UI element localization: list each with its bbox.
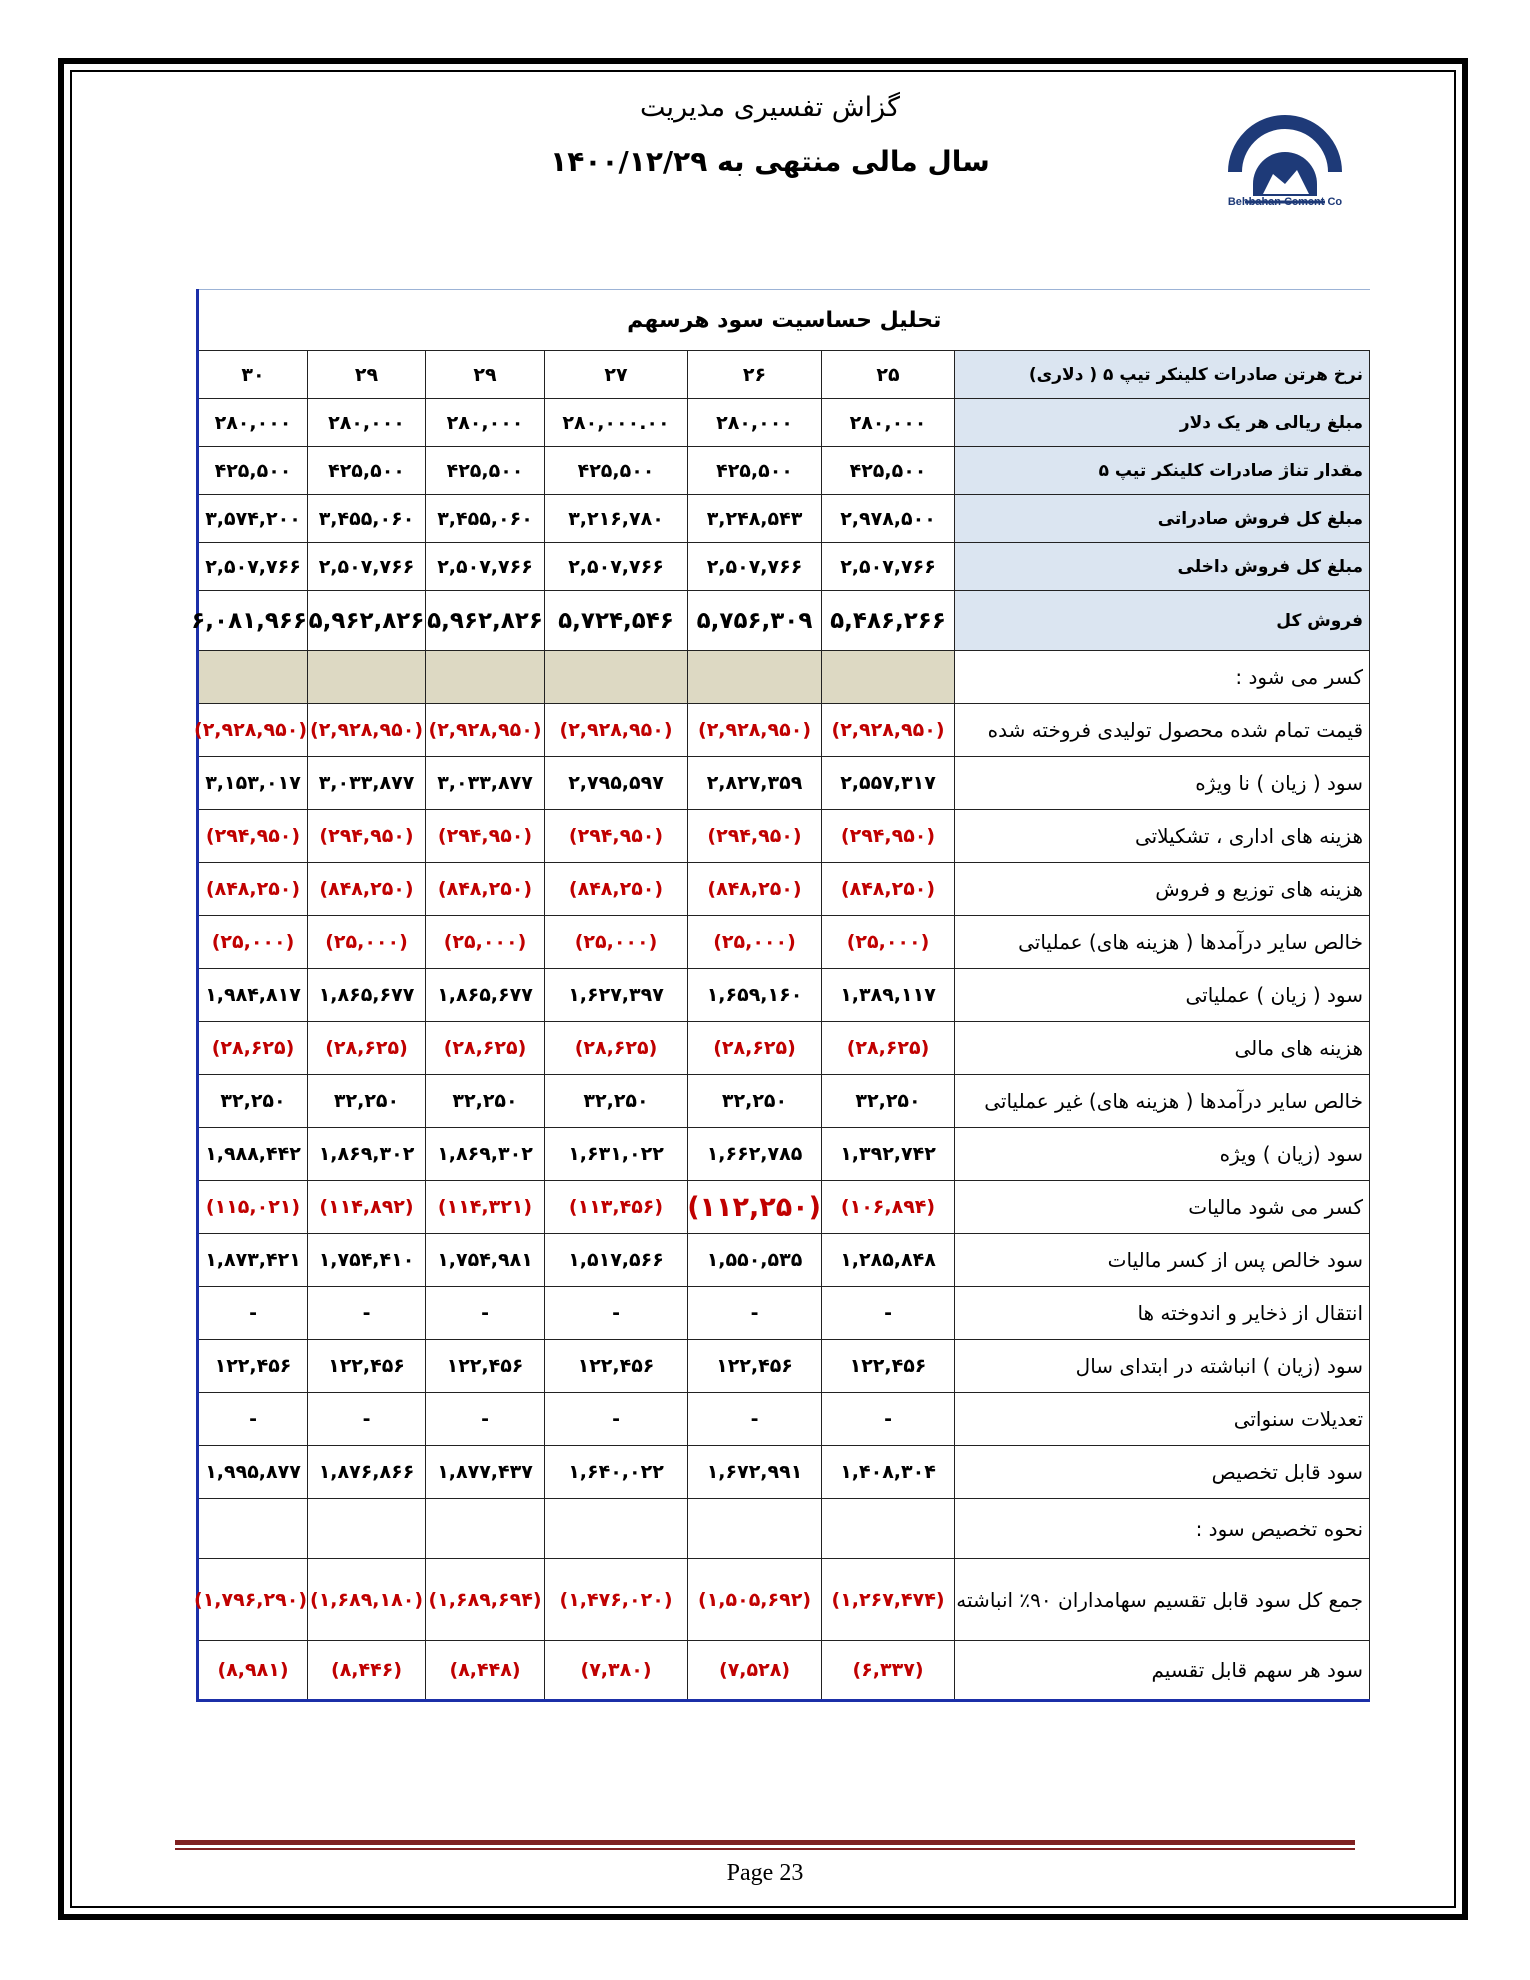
table-cell: ۱,۶۳۱,۰۲۲: [545, 1128, 688, 1181]
table-cell: ۲,۷۹۵,۵۹۷: [545, 757, 688, 810]
table-cell: (۲۸,۶۲۵): [198, 1022, 308, 1075]
row-label: مبلغ کل فروش داخلی: [955, 543, 1370, 591]
table-row: [198, 1641, 1370, 1701]
table-cell: ۲,۵۰۷,۷۶۶: [426, 543, 545, 591]
table-cell: ۱۲۲,۴۵۶: [426, 1340, 545, 1393]
table-title-row: [198, 290, 1370, 351]
table-cell: ۵,۷۵۶,۳۰۹: [688, 591, 822, 651]
row-label: کسر می شود :: [955, 651, 1370, 704]
table-cell: ۳۲,۲۵۰: [822, 1075, 955, 1128]
table-row: [198, 1181, 1370, 1234]
table-cell: ۵,۷۲۴,۵۴۶: [545, 591, 688, 651]
table-title: تحلیل حساسیت سود هرسهم: [198, 290, 1370, 351]
table-cell: (۲۹۴,۹۵۰): [308, 810, 426, 863]
table-cell: ۱,۶۲۷,۳۹۷: [545, 969, 688, 1022]
table-cell: (۲۹۴,۹۵۰): [545, 810, 688, 863]
table-cell: ۱۲۲,۴۵۶: [545, 1340, 688, 1393]
row-label: مقدار تناژ صادرات کلینکر تیپ ۵: [955, 447, 1370, 495]
table-cell: ۱,۹۸۴,۸۱۷: [198, 969, 308, 1022]
table-cell: (۲۹۴,۹۵۰): [426, 810, 545, 863]
table-cell: ۱,۸۶۹,۳۰۲: [308, 1128, 426, 1181]
row-label: خالص سایر درآمدها ( هزینه های) غیر عملیاتی: [955, 1075, 1370, 1128]
table-cell: ۲,۵۵۷,۳۱۷: [822, 757, 955, 810]
footer-rule-thin: [175, 1848, 1355, 1850]
table-cell: (۲۹۴,۹۵۰): [822, 810, 955, 863]
table-cell: ۲,۵۰۷,۷۶۶: [688, 543, 822, 591]
row-label: مبلغ ریالی هر یک دلار: [955, 399, 1370, 447]
table-cell: -: [688, 1287, 822, 1340]
row-label: مبلغ کل فروش صادراتی: [955, 495, 1370, 543]
row-label: هزینه های اداری ، تشکیلاتی: [955, 810, 1370, 863]
table-cell: (۲۸,۶۲۵): [545, 1022, 688, 1075]
table-cell: (۸۴۸,۲۵۰): [198, 863, 308, 916]
row-label: جمع کل سود قابل تقسیم سهامداران ۹۰٪ انباشته: [955, 1559, 1370, 1641]
table-cell: ۴۲۵,۵۰۰: [426, 447, 545, 495]
table-cell: (۲,۹۲۸,۹۵۰): [426, 704, 545, 757]
table-cell: ۲,۵۰۷,۷۶۶: [545, 543, 688, 591]
table-cell: ۲۸۰,۰۰۰: [308, 399, 426, 447]
table-cell: -: [426, 1287, 545, 1340]
row-label: هزینه های توزیع و فروش: [955, 863, 1370, 916]
table-cell: ۱۲۲,۴۵۶: [198, 1340, 308, 1393]
table-cell: (۸۴۸,۲۵۰): [308, 863, 426, 916]
table-cell: (۲,۹۲۸,۹۵۰): [688, 704, 822, 757]
table-cell: ۴۲۵,۵۰۰: [822, 447, 955, 495]
table-cell: ۱,۲۸۵,۸۴۸: [822, 1234, 955, 1287]
table-cell: (۲,۹۲۸,۹۵۰): [198, 704, 308, 757]
table-cell: ۲۸۰,۰۰۰: [688, 399, 822, 447]
page-number: Page 23: [726, 1860, 804, 1886]
table-cell: ۱,۸۷۶,۸۶۶: [308, 1446, 426, 1499]
table-row: [198, 351, 1370, 399]
table-cell: (۷,۳۸۰): [545, 1641, 688, 1701]
table-cell: (۱,۴۷۶,۰۲۰): [545, 1559, 688, 1641]
table-cell: ۱,۸۷۷,۴۳۷: [426, 1446, 545, 1499]
table-cell: ۱,۵۵۰,۵۳۵: [688, 1234, 822, 1287]
table-cell: (۸,۹۸۱): [198, 1641, 308, 1701]
table-cell: (۲۵,۰۰۰): [308, 916, 426, 969]
table-cell: (۱۱۵,۰۲۱): [198, 1181, 308, 1234]
row-label: سود (زیان ) ویژه: [955, 1128, 1370, 1181]
table-cell: ۳,۲۴۸,۵۴۳: [688, 495, 822, 543]
table-cell: ۳۲,۲۵۰: [545, 1075, 688, 1128]
table-cell: [426, 651, 545, 704]
table-cell: ۳۲,۲۵۰: [426, 1075, 545, 1128]
row-label: فروش کل: [955, 591, 1370, 651]
table-cell: (۸,۴۴۶): [308, 1641, 426, 1701]
row-label: نرخ هرتن صادرات کلینکر تیپ ۵ ( دلاری): [955, 351, 1370, 399]
table-cell: ۱۲۲,۴۵۶: [822, 1340, 955, 1393]
table-cell: ۲,۵۰۷,۷۶۶: [822, 543, 955, 591]
table-cell: (۱۱۳,۴۵۶): [545, 1181, 688, 1234]
table-row: [198, 1499, 1370, 1559]
table-cell: -: [198, 1287, 308, 1340]
row-label: خالص سایر درآمدها ( هزینه های) عملیاتی: [955, 916, 1370, 969]
table-cell: ۱۲۲,۴۵۶: [688, 1340, 822, 1393]
table-cell: ۱,۷۵۴,۹۸۱: [426, 1234, 545, 1287]
table-cell: ۱,۸۶۵,۶۷۷: [308, 969, 426, 1022]
table-cell: ۲۹: [308, 351, 426, 399]
fiscal-year-subtitle: سال مالی منتهی به ۱۴۰۰/۱۲/۲۹: [550, 145, 990, 178]
row-label: سود ( زیان ) نا ویژه: [955, 757, 1370, 810]
table-cell: ۱,۶۵۹,۱۶۰: [688, 969, 822, 1022]
table-cell: ۱,۳۸۹,۱۱۷: [822, 969, 955, 1022]
table-row: [198, 757, 1370, 810]
row-label: سود ( زیان ) عملیاتی: [955, 969, 1370, 1022]
sensitivity-table-container: [191, 289, 1368, 1702]
table-cell: ۴۲۵,۵۰۰: [308, 447, 426, 495]
table-cell: ۳,۴۵۵,۰۶۰: [426, 495, 545, 543]
table-cell: ۱,۹۹۵,۸۷۷: [198, 1446, 308, 1499]
table-cell: ۲۷: [545, 351, 688, 399]
table-row: [198, 1393, 1370, 1446]
table-cell: (۲۵,۰۰۰): [822, 916, 955, 969]
table-cell: [688, 651, 822, 704]
table-cell: -: [545, 1393, 688, 1446]
table-cell: [308, 1499, 426, 1559]
table-cell: ۲۸۰,۰۰۰: [198, 399, 308, 447]
table-cell: -: [308, 1393, 426, 1446]
table-cell: ۳,۰۳۳,۸۷۷: [308, 757, 426, 810]
table-cell: [198, 1499, 308, 1559]
table-row: [198, 1128, 1370, 1181]
table-cell: ۲۸۰,۰۰۰: [426, 399, 545, 447]
table-cell: -: [426, 1393, 545, 1446]
row-label: کسر می شود مالیات: [955, 1181, 1370, 1234]
company-logo: [1205, 110, 1365, 210]
table-cell: (۱۱۲,۲۵۰): [688, 1181, 822, 1234]
table-cell: (۲۵,۰۰۰): [198, 916, 308, 969]
table-cell: ۳,۰۳۳,۸۷۷: [426, 757, 545, 810]
table-cell: [822, 651, 955, 704]
table-row: [198, 591, 1370, 651]
table-cell: ۲۶: [688, 351, 822, 399]
table-row: [198, 1340, 1370, 1393]
table-row: [198, 399, 1370, 447]
row-label: سود (زیان ) انباشته در ابتدای سال: [955, 1340, 1370, 1393]
table-cell: -: [822, 1287, 955, 1340]
table-cell: (۲,۹۲۸,۹۵۰): [545, 704, 688, 757]
row-label: نحوه تخصیص سود :: [955, 1499, 1370, 1559]
table-row: [198, 1234, 1370, 1287]
table-cell: ۴۲۵,۵۰۰: [545, 447, 688, 495]
table-cell: ۳,۴۵۵,۰۶۰: [308, 495, 426, 543]
table-cell: -: [308, 1287, 426, 1340]
table-cell: (۱,۷۹۶,۲۹۰): [198, 1559, 308, 1641]
table-row: [198, 863, 1370, 916]
table-cell: ۲۹: [426, 351, 545, 399]
table-cell: ۱۲۲,۴۵۶: [308, 1340, 426, 1393]
table-row: [198, 447, 1370, 495]
table-cell: [308, 651, 426, 704]
table-cell: ۱,۸۶۹,۳۰۲: [426, 1128, 545, 1181]
table-row: [198, 916, 1370, 969]
table-cell: ۶,۰۸۱,۹۶۶: [198, 591, 308, 651]
table-cell: ۳۰: [198, 351, 308, 399]
table-cell: (۲۵,۰۰۰): [688, 916, 822, 969]
table-cell: [198, 651, 308, 704]
table-row: [198, 810, 1370, 863]
row-label: سود قابل تخصیص: [955, 1446, 1370, 1499]
table-row: [198, 543, 1370, 591]
table-cell: ۳۲,۲۵۰: [688, 1075, 822, 1128]
table-cell: ۳,۲۱۶,۷۸۰: [545, 495, 688, 543]
table-cell: (۶,۳۳۷): [822, 1641, 955, 1701]
table-cell: -: [545, 1287, 688, 1340]
table-cell: ۱,۸۶۵,۶۷۷: [426, 969, 545, 1022]
table-cell: ۱,۵۱۷,۵۶۶: [545, 1234, 688, 1287]
table-cell: (۲,۹۲۸,۹۵۰): [308, 704, 426, 757]
table-cell: ۱,۴۰۸,۳۰۴: [822, 1446, 955, 1499]
table-cell: (۸۴۸,۲۵۰): [688, 863, 822, 916]
table-cell: (۱۱۴,۸۹۲): [308, 1181, 426, 1234]
table-cell: (۱,۶۸۹,۱۸۰): [308, 1559, 426, 1641]
table-cell: ۵,۴۸۶,۲۶۶: [822, 591, 955, 651]
table-row: [198, 651, 1370, 704]
table-cell: ۵,۹۶۲,۸۲۶: [308, 591, 426, 651]
table-cell: ۱,۶۶۲,۷۸۵: [688, 1128, 822, 1181]
table-cell: (۸۴۸,۲۵۰): [822, 863, 955, 916]
table-cell: ۱,۶۷۲,۹۹۱: [688, 1446, 822, 1499]
table-cell: (۲۹۴,۹۵۰): [688, 810, 822, 863]
table-cell: ۲,۵۰۷,۷۶۶: [308, 543, 426, 591]
table-row: [198, 969, 1370, 1022]
table-cell: (۸۴۸,۲۵۰): [545, 863, 688, 916]
table-cell: (۲۸,۶۲۵): [688, 1022, 822, 1075]
table-row: [198, 704, 1370, 757]
table-cell: (۱۰۶,۸۹۴): [822, 1181, 955, 1234]
table-cell: -: [688, 1393, 822, 1446]
table-cell: ۲۵: [822, 351, 955, 399]
row-label: هزینه های مالی: [955, 1022, 1370, 1075]
report-title: گزاش تفسیری مدیریت: [640, 92, 900, 123]
row-label: سود خالص پس از کسر مالیات: [955, 1234, 1370, 1287]
table-cell: (۱۱۴,۳۲۱): [426, 1181, 545, 1234]
row-label: تعدیلات سنواتی: [955, 1393, 1370, 1446]
table-cell: ۳,۱۵۳,۰۱۷: [198, 757, 308, 810]
table-cell: ۱,۳۹۲,۷۴۲: [822, 1128, 955, 1181]
table-cell: [688, 1499, 822, 1559]
table-cell: [545, 651, 688, 704]
table-cell: (۸۴۸,۲۵۰): [426, 863, 545, 916]
table-cell: [426, 1499, 545, 1559]
table-row: [198, 1446, 1370, 1499]
table-cell: -: [198, 1393, 308, 1446]
table-row: [198, 1559, 1370, 1641]
table-row: [198, 1075, 1370, 1128]
table-row: [198, 1287, 1370, 1340]
table-cell: (۲۵,۰۰۰): [545, 916, 688, 969]
footer-rule: [175, 1840, 1355, 1845]
table-cell: (۱,۵۰۵,۶۹۲): [688, 1559, 822, 1641]
table-row: [198, 1022, 1370, 1075]
table-cell: (۷,۵۲۸): [688, 1641, 822, 1701]
table-cell: (۲۹۴,۹۵۰): [198, 810, 308, 863]
table-cell: ۴۲۵,۵۰۰: [688, 447, 822, 495]
table-cell: (۲,۹۲۸,۹۵۰): [822, 704, 955, 757]
table-row: [198, 495, 1370, 543]
table-cell: (۲۸,۶۲۵): [426, 1022, 545, 1075]
table-cell: (۸,۴۴۸): [426, 1641, 545, 1701]
logo-caption: Behbahan Cement Co: [1227, 196, 1343, 208]
row-label: سود هر سهم قابل تقسیم: [955, 1641, 1370, 1701]
table-cell: (۱,۲۶۷,۴۷۴): [822, 1559, 955, 1641]
table-cell: [822, 1499, 955, 1559]
table-cell: ۲۸۰,۰۰۰: [822, 399, 955, 447]
table-cell: (۲۵,۰۰۰): [426, 916, 545, 969]
table-cell: ۱,۶۴۰,۰۲۲: [545, 1446, 688, 1499]
table-cell: ۳۲,۲۵۰: [198, 1075, 308, 1128]
table-cell: ۲,۵۰۷,۷۶۶: [198, 543, 308, 591]
table-cell: -: [822, 1393, 955, 1446]
eps-sensitivity-table: [191, 289, 1370, 1702]
table-cell: ۲,۹۷۸,۵۰۰: [822, 495, 955, 543]
table-cell: ۱,۹۸۸,۴۴۲: [198, 1128, 308, 1181]
table-cell: (۲۸,۶۲۵): [308, 1022, 426, 1075]
row-label: قیمت تمام شده محصول تولیدی فروخته شده: [955, 704, 1370, 757]
table-cell: ۵,۹۶۲,۸۲۶: [426, 591, 545, 651]
table-cell: ۳۲,۲۵۰: [308, 1075, 426, 1128]
table-cell: ۱,۷۵۴,۴۱۰: [308, 1234, 426, 1287]
table-cell: ۴۲۵,۵۰۰: [198, 447, 308, 495]
table-cell: [545, 1499, 688, 1559]
table-cell: ۱,۸۷۳,۴۲۱: [198, 1234, 308, 1287]
table-cell: ۲,۸۲۷,۳۵۹: [688, 757, 822, 810]
table-cell: (۱,۶۸۹,۶۹۴): [426, 1559, 545, 1641]
table-cell: ۲۸۰,۰۰۰.۰۰: [545, 399, 688, 447]
table-cell: (۲۸,۶۲۵): [822, 1022, 955, 1075]
table-cell: ۳,۵۷۴,۲۰۰: [198, 495, 308, 543]
row-label: انتقال از ذخایر و اندوخته ها: [955, 1287, 1370, 1340]
